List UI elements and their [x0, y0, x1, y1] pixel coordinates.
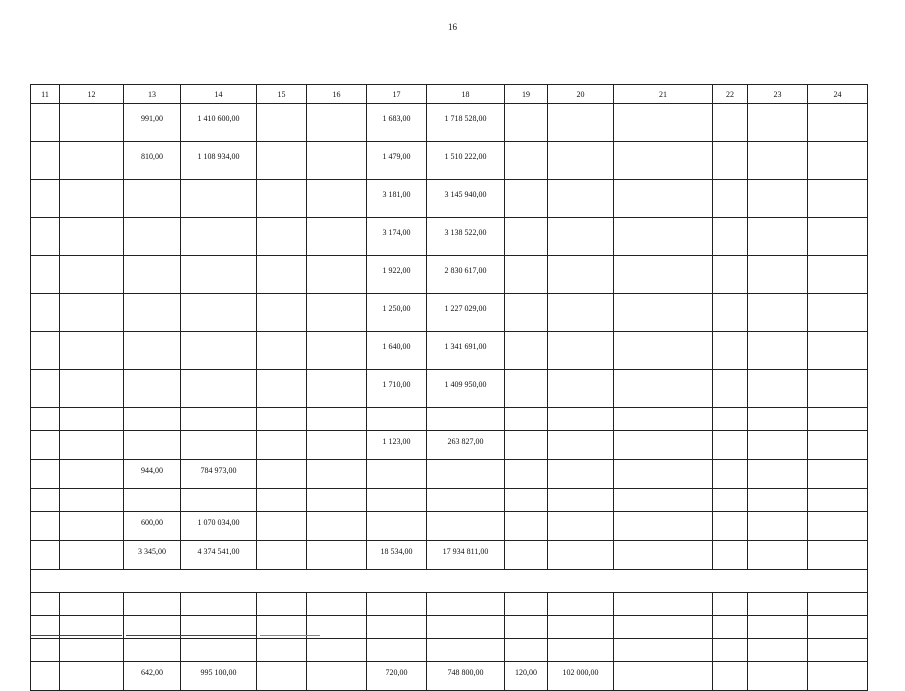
footer-rule: [30, 635, 122, 636]
table-cell: [713, 294, 748, 332]
table-cell: [808, 294, 868, 332]
table-cell: [548, 431, 614, 460]
table-cell: 4 374 541,00: [181, 541, 257, 570]
table-cell: [748, 370, 808, 408]
table-cell: [614, 180, 713, 218]
table-cell: [614, 370, 713, 408]
footer-rule: [260, 635, 320, 636]
table-cell: [257, 431, 307, 460]
table-cell: 1 341 691,00: [427, 332, 505, 370]
table-cell: 1 718 528,00: [427, 104, 505, 142]
table-cell: [808, 408, 868, 431]
table-cell: [713, 460, 748, 489]
table-row: [31, 104, 868, 142]
table-cell: [31, 142, 60, 180]
table-cell: [257, 142, 307, 180]
table-cell: [124, 370, 181, 408]
table-cell: [124, 489, 181, 512]
table-cell: [181, 639, 257, 662]
table-cell: 3 174,00: [367, 218, 427, 256]
table-cell: [808, 256, 868, 294]
table-cell: [307, 370, 367, 408]
table-cell: 263 827,00: [427, 431, 505, 460]
table-row: [31, 370, 868, 408]
table-cell: 1 409 950,00: [427, 370, 505, 408]
table-cell: [124, 408, 181, 431]
table-cell: [427, 512, 505, 541]
table-cell: [307, 294, 367, 332]
table-cell: [548, 489, 614, 512]
table-cell: [548, 460, 614, 489]
table-cell: [713, 256, 748, 294]
table-cell: [614, 104, 713, 142]
table-row: [31, 593, 868, 616]
table-row: [31, 142, 868, 180]
table-cell: [257, 370, 307, 408]
table-cell: [713, 332, 748, 370]
table-cell: [31, 570, 868, 593]
table-row: [31, 256, 868, 294]
table-cell: [367, 639, 427, 662]
table-row: [31, 639, 868, 662]
table-cell: [548, 512, 614, 541]
table-cell: [257, 639, 307, 662]
table-cell: 1 250,00: [367, 294, 427, 332]
table-cell: 2 830 617,00: [427, 256, 505, 294]
table-cell: 1 108 934,00: [181, 142, 257, 180]
table-row: [31, 541, 868, 570]
table-cell: 784 973,00: [181, 460, 257, 489]
table-cell: 995 100,00: [181, 662, 257, 691]
table-cell: 1 710,00: [367, 370, 427, 408]
table-cell: [748, 512, 808, 541]
table-cell: [427, 593, 505, 616]
table-cell: [124, 639, 181, 662]
table-cell: [614, 639, 713, 662]
table-cell: [808, 662, 868, 691]
table-row: [31, 218, 868, 256]
table-cell: [367, 593, 427, 616]
table-cell: [808, 639, 868, 662]
table-cell: [31, 370, 60, 408]
table-cell: [505, 370, 548, 408]
table-cell: [808, 616, 868, 639]
table-cell: [31, 541, 60, 570]
table-cell: [808, 593, 868, 616]
table-cell: [548, 408, 614, 431]
table-cell: [31, 639, 60, 662]
table-cell: [713, 593, 748, 616]
table-cell: [31, 431, 60, 460]
table-cell: [748, 180, 808, 218]
table-cell: [548, 593, 614, 616]
table-cell: 944,00: [124, 460, 181, 489]
table-cell: [614, 218, 713, 256]
table-cell: [307, 639, 367, 662]
table-cell: [808, 218, 868, 256]
table-cell: [257, 332, 307, 370]
table-cell: [548, 256, 614, 294]
table-cell: [748, 662, 808, 691]
table-cell: [748, 294, 808, 332]
table-cell: [307, 180, 367, 218]
table-cell: [124, 332, 181, 370]
section-divider-row: [31, 570, 868, 593]
table-cell: [808, 541, 868, 570]
table-cell: [505, 332, 548, 370]
table-cell: [505, 489, 548, 512]
table-cell: 3 145 940,00: [427, 180, 505, 218]
table-cell: 3 138 522,00: [427, 218, 505, 256]
table-cell: [748, 104, 808, 142]
table-cell: [307, 593, 367, 616]
table-cell: [713, 104, 748, 142]
table-cell: [614, 593, 713, 616]
table-header-row: [31, 85, 868, 104]
table-cell: [748, 142, 808, 180]
table-cell: 600,00: [124, 512, 181, 541]
table-cell: [257, 489, 307, 512]
table-cell: [808, 370, 868, 408]
table-cell: [124, 180, 181, 218]
table-cell: [367, 460, 427, 489]
table-row: [31, 332, 868, 370]
table-row: [31, 294, 868, 332]
table-cell: [257, 104, 307, 142]
table-cell: 1 479,00: [367, 142, 427, 180]
table-cell: [181, 431, 257, 460]
column-header: 20: [548, 85, 614, 104]
table-row: [31, 180, 868, 218]
table-cell: [614, 460, 713, 489]
table-cell: [808, 489, 868, 512]
table-cell: [60, 541, 124, 570]
table-cell: [181, 370, 257, 408]
table-cell: [181, 593, 257, 616]
column-header: 11: [31, 85, 60, 104]
table-cell: [614, 616, 713, 639]
table-cell: [808, 460, 868, 489]
table-cell: [505, 593, 548, 616]
table-cell: [31, 332, 60, 370]
table-cell: [307, 431, 367, 460]
table-cell: [505, 431, 548, 460]
column-header: 16: [307, 85, 367, 104]
table-cell: [60, 460, 124, 489]
table-cell: [181, 256, 257, 294]
table-cell: [367, 512, 427, 541]
table-cell: [713, 489, 748, 512]
table-cell: 3 345,00: [124, 541, 181, 570]
table-cell: [505, 104, 548, 142]
table-cell: [713, 541, 748, 570]
table-cell: 810,00: [124, 142, 181, 180]
table-cell: [548, 180, 614, 218]
column-header: 19: [505, 85, 548, 104]
column-header: 22: [713, 85, 748, 104]
table-cell: [31, 180, 60, 218]
table-cell: [31, 256, 60, 294]
table-cell: [808, 431, 868, 460]
table-row: [31, 512, 868, 541]
table-cell: [60, 489, 124, 512]
table-cell: [808, 512, 868, 541]
table-cell: [713, 142, 748, 180]
table-cell: [427, 408, 505, 431]
table-cell: [505, 639, 548, 662]
table-cell: [713, 180, 748, 218]
table-row: [31, 431, 868, 460]
table-cell: [307, 332, 367, 370]
table-cell: [614, 256, 713, 294]
table-cell: [808, 332, 868, 370]
table-cell: [257, 294, 307, 332]
table-cell: 1 410 600,00: [181, 104, 257, 142]
table-cell: [505, 460, 548, 489]
table-row: [31, 460, 868, 489]
table-cell: 18 534,00: [367, 541, 427, 570]
table-cell: [427, 616, 505, 639]
table-cell: 1 123,00: [367, 431, 427, 460]
table-cell: [548, 332, 614, 370]
table-cell: [124, 218, 181, 256]
table-cell: [713, 408, 748, 431]
table-cell: 120,00: [505, 662, 548, 691]
table-cell: [31, 460, 60, 489]
table-cell: [60, 180, 124, 218]
table-cell: [808, 104, 868, 142]
table-cell: [748, 408, 808, 431]
table-cell: [808, 180, 868, 218]
column-header: 18: [427, 85, 505, 104]
table-cell: [124, 431, 181, 460]
column-header: 14: [181, 85, 257, 104]
table-cell: [505, 218, 548, 256]
table-cell: 3 181,00: [367, 180, 427, 218]
table-cell: [31, 104, 60, 142]
table-body: [31, 104, 868, 691]
table-cell: [181, 180, 257, 218]
table-cell: [31, 662, 60, 691]
table-cell: [257, 408, 307, 431]
table-cell: [257, 541, 307, 570]
table-cell: [713, 218, 748, 256]
table-cell: [60, 431, 124, 460]
table-cell: [307, 408, 367, 431]
table-cell: [181, 489, 257, 512]
table-cell: [307, 104, 367, 142]
table-cell: [614, 142, 713, 180]
table-cell: [748, 541, 808, 570]
table-cell: 1 070 034,00: [181, 512, 257, 541]
table-cell: [548, 541, 614, 570]
table-cell: [614, 332, 713, 370]
table-cell: [367, 408, 427, 431]
table-cell: [60, 639, 124, 662]
table-cell: [31, 408, 60, 431]
table-cell: [60, 512, 124, 541]
column-header: 12: [60, 85, 124, 104]
table-cell: 1 227 029,00: [427, 294, 505, 332]
column-header: 23: [748, 85, 808, 104]
table-cell: [124, 256, 181, 294]
table-cell: [181, 408, 257, 431]
table-cell: [614, 489, 713, 512]
table-cell: [257, 460, 307, 489]
table-cell: [808, 142, 868, 180]
table-cell: 1 683,00: [367, 104, 427, 142]
table-cell: [307, 541, 367, 570]
table-cell: [31, 512, 60, 541]
table-row: [31, 489, 868, 512]
table-cell: [713, 639, 748, 662]
table-row: [31, 408, 868, 431]
table-cell: [505, 408, 548, 431]
table-cell: [713, 431, 748, 460]
footer-rule: [126, 635, 256, 636]
table-cell: [257, 593, 307, 616]
table-cell: [181, 218, 257, 256]
table-cell: [748, 639, 808, 662]
table-cell: [748, 616, 808, 639]
table-cell: [181, 332, 257, 370]
table-cell: [505, 512, 548, 541]
table-cell: [60, 332, 124, 370]
table-cell: 1 640,00: [367, 332, 427, 370]
table-cell: [505, 294, 548, 332]
table-cell: 748 800,00: [427, 662, 505, 691]
table-cell: [60, 294, 124, 332]
table-cell: [307, 662, 367, 691]
table-cell: [367, 616, 427, 639]
table-cell: [548, 639, 614, 662]
table-cell: [505, 142, 548, 180]
table-cell: [713, 662, 748, 691]
table-cell: [505, 541, 548, 570]
table-cell: [60, 256, 124, 294]
table-cell: [307, 256, 367, 294]
table-cell: [748, 431, 808, 460]
table-cell: 1 922,00: [367, 256, 427, 294]
table-cell: [614, 541, 713, 570]
table-cell: [307, 460, 367, 489]
table-cell: [257, 662, 307, 691]
table-cell: [748, 332, 808, 370]
table-cell: 17 934 811,00: [427, 541, 505, 570]
page-number: 16: [448, 22, 457, 32]
table-cell: [427, 489, 505, 512]
table-cell: [257, 180, 307, 218]
table-cell: 991,00: [124, 104, 181, 142]
column-header: 24: [808, 85, 868, 104]
table-cell: [713, 370, 748, 408]
table-cell: [31, 218, 60, 256]
table-cell: [614, 294, 713, 332]
column-header: 21: [614, 85, 713, 104]
column-header: 17: [367, 85, 427, 104]
table-cell: [748, 489, 808, 512]
table-cell: [307, 512, 367, 541]
table-cell: [614, 408, 713, 431]
table-cell: [60, 408, 124, 431]
table-cell: [307, 218, 367, 256]
table-cell: [60, 104, 124, 142]
table-cell: [60, 370, 124, 408]
table-cell: [257, 512, 307, 541]
table-cell: [367, 489, 427, 512]
table-cell: [713, 512, 748, 541]
table-cell: [124, 593, 181, 616]
table-cell: [748, 256, 808, 294]
table-cell: [548, 142, 614, 180]
table-cell: [748, 218, 808, 256]
table-cell: [307, 489, 367, 512]
table-cell: [31, 489, 60, 512]
column-header: 15: [257, 85, 307, 104]
table-cell: [60, 142, 124, 180]
table-cell: [713, 616, 748, 639]
table-cell: [548, 104, 614, 142]
table-cell: [31, 294, 60, 332]
table-cell: [60, 662, 124, 691]
table-cell: [31, 593, 60, 616]
table-cell: [548, 370, 614, 408]
table-cell: 102 000,00: [548, 662, 614, 691]
table-cell: [427, 460, 505, 489]
table-cell: 720,00: [367, 662, 427, 691]
table-cell: [614, 662, 713, 691]
table-cell: [548, 218, 614, 256]
table-cell: [307, 142, 367, 180]
table-cell: 1 510 222,00: [427, 142, 505, 180]
table-cell: [505, 616, 548, 639]
table-cell: [614, 431, 713, 460]
table-cell: [505, 256, 548, 294]
table-cell: [427, 639, 505, 662]
table-cell: [60, 593, 124, 616]
table-cell: [257, 256, 307, 294]
table-row: [31, 662, 868, 691]
table-cell: [505, 180, 548, 218]
table-cell: [614, 512, 713, 541]
table-cell: [748, 460, 808, 489]
table-cell: [548, 294, 614, 332]
column-header: 13: [124, 85, 181, 104]
table-cell: [181, 294, 257, 332]
table-cell: [124, 294, 181, 332]
table-cell: [748, 593, 808, 616]
table-cell: [257, 218, 307, 256]
table-cell: 642,00: [124, 662, 181, 691]
table-cell: [548, 616, 614, 639]
table-cell: [60, 218, 124, 256]
data-table: [30, 84, 868, 691]
